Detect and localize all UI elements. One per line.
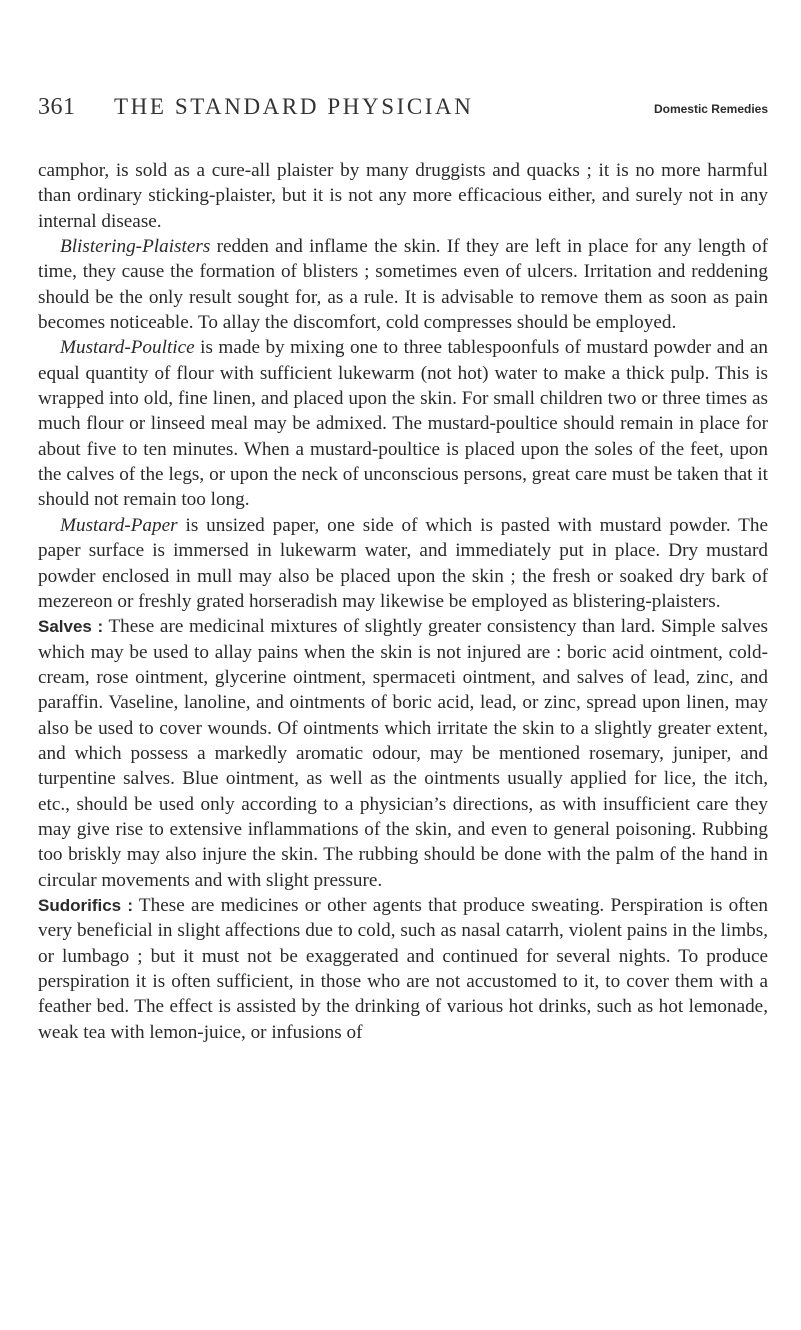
section-label: Domestic Remedies (653, 102, 768, 116)
paragraph-camphor (38, 158, 768, 234)
paragraph-mustard-paper (38, 513, 768, 614)
paragraph-text: These are medicinal mixtures of slightly greater consistency than lard. Simple salves which may be used to allay pains when the skin is not injured are : boric acid ointment, cold-cream, rose ointment, glycerine ointment, spermaceti ointment, and salves of lead, zinc, and paraffin. Vaseline, lanoline, and ointments of boric acid, lead, or zinc, spread upon linen, may also be used to cover wounds. Of ointments which irritate the skin to a slightly greater extent, and which possess a markedly aromatic odour, may be mentioned rosemary, juniper, and turpentine salves. Blue ointment, as well as the ointments usually applied for lice, the itch, etc., should be used only according to a physician’s directions, as with insufficient care they may give rise to extensive inflammations of the skin, and even to general poisoning. Rubbing too briskly may also injure the skin. The rubbing should be done with the palm of the hand in circular movements and with slight pressure. (38, 616, 768, 891)
paragraph-text: is unsized paper, one side of which is pasted with mustard powder. The paper surface is immersed in lukewarm water, and immediately put in place. Dry mustard powder enclosed in mull may also be placed upon the skin ; the fresh or soaked dry bark of mezereon or freshly grated horseradish may likewise be employed as blistering-plaisters. (38, 514, 768, 612)
section-heading-term: Salves : (38, 617, 104, 637)
entry-term: Mustard-Poultice (60, 337, 195, 359)
page-number: 361 (38, 94, 76, 120)
paragraph-text: is made by mixing one to three tablespoonfuls of mustard powder and an equal quantity of flour with sufficient lukewarm (not hot) water to make a thick pulp. This is wrapped into old, fine linen, and placed upon the skin. For small children two or three times as much flour or linseed meal may be admixed. The mustard-poultice should remain in place for about five to ten minutes. When a mustard-poultice is placed upon the soles of the feet, upon the calves of the legs, or upon the neck of unconscious persons, great care must be taken that it should not remain too long. (38, 337, 768, 511)
section-heading-term: Sudorifics : (38, 895, 133, 915)
paragraph-blistering-plaisters (38, 234, 768, 335)
entry-term: Mustard-Paper (60, 514, 178, 536)
paragraph-text: These are medicines or other agents that produce sweating. Perspiration is often very beneficial in slight affections due to cold, such as nasal catarrh, violent pains in the limbs, or lumbago ; but it must not be exaggerated and continued for several nights. To produce perspiration it is often sufficient, in those who are not accustomed to it, to cover them with a feather bed. The effect is assisted by the drinking of various hot drinks, such as hot lemonade, weak tea with lemon-juice, or infusions of (38, 894, 768, 1043)
entry-term: Blistering-Plaisters (60, 236, 211, 258)
running-head (38, 94, 768, 124)
paragraph-salves (38, 614, 768, 893)
paragraph-text: redden and inflame the skin. If they are left in place for any length of time, they cause the formation of blisters ; sometimes even of ulcers. Irritation and reddening should be the only result sought for, as a rule. It is advisable to remove them as soon as pain becomes noticeable. To allay the discomfort, cold compresses should be employed. (38, 236, 768, 334)
paragraph-text: camphor, is sold as a cure-all plaister by many druggists and quacks ; it is no more harmful than ordinary sticking-plaister, but it is not any more efficacious either, and surely not in any internal disease. (38, 160, 768, 232)
running-title: THE STANDARD PHYSICIAN (114, 94, 474, 119)
paragraph-mustard-poultice (38, 335, 768, 512)
body-text (38, 158, 768, 1045)
paragraph-sudorifics (38, 893, 768, 1045)
